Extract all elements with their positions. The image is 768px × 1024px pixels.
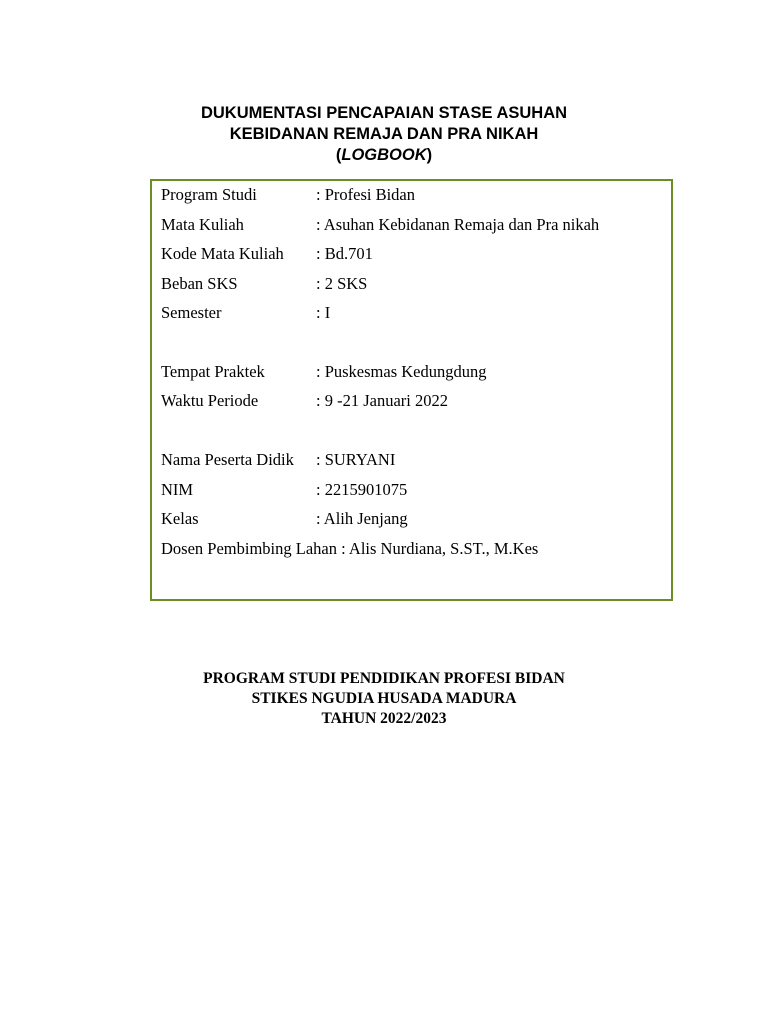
label-beban-sks: Beban SKS (161, 274, 238, 293)
title-paren-open: ( (335, 146, 342, 164)
value-kelas: : Alih Jenjang (316, 509, 408, 528)
document-title (0, 103, 768, 166)
row-dosen (161, 539, 538, 559)
label-semester: Semester (161, 303, 222, 322)
footer-line-2: STIKES NGUDIA HUSADA MADURA (251, 690, 517, 707)
value-mata-kuliah: : Asuhan Kebidanan Remaja dan Pra nikah (316, 215, 600, 234)
value-tempat-praktek: : Puskesmas Kedungdung (316, 362, 487, 381)
label-kode-mata-kuliah: Kode Mata Kuliah (161, 244, 284, 263)
info-box (150, 179, 673, 601)
label-nim: NIM (161, 480, 194, 499)
value-kode-mata-kuliah: : Bd.701 (316, 244, 373, 263)
label-tempat-praktek: Tempat Praktek (161, 362, 265, 381)
label-nama-peserta: Nama Peserta Didik (161, 450, 294, 469)
title-logbook: LOGBOOK (341, 146, 427, 164)
footer-line-1: PROGRAM STUDI PENDIDIKAN PROFESI BIDAN (203, 670, 565, 687)
title-line-2: KEBIDANAN REMAJA DAN PRA NIKAH (229, 125, 539, 143)
value-beban-sks: : 2 SKS (316, 274, 368, 293)
value-program-studi: : Profesi Bidan (316, 185, 415, 204)
value-nim: : 2215901075 (316, 480, 408, 499)
value-waktu-periode: : 9 -21 Januari 2022 (316, 391, 448, 410)
value-dosen: : Alis Nurdiana, S.ST., M.Kes (336, 539, 539, 558)
label-kelas: Kelas (161, 509, 199, 528)
title-line-3 (0, 145, 768, 166)
value-semester: : I (316, 303, 331, 322)
label-mata-kuliah: Mata Kuliah (161, 215, 244, 234)
value-nama-peserta: : SURYANI (316, 450, 396, 469)
title-paren-close: ) (426, 146, 433, 164)
title-line-1: DUKUMENTASI PENCAPAIAN STASE ASUHAN (200, 104, 568, 122)
label-dosen: Dosen Pembimbing Lahan (161, 539, 337, 558)
footer-line-3: TAHUN 2022/2023 (321, 710, 447, 727)
institution-footer (0, 669, 768, 729)
label-program-studi: Program Studi (161, 185, 257, 204)
label-waktu-periode: Waktu Periode (161, 391, 259, 410)
